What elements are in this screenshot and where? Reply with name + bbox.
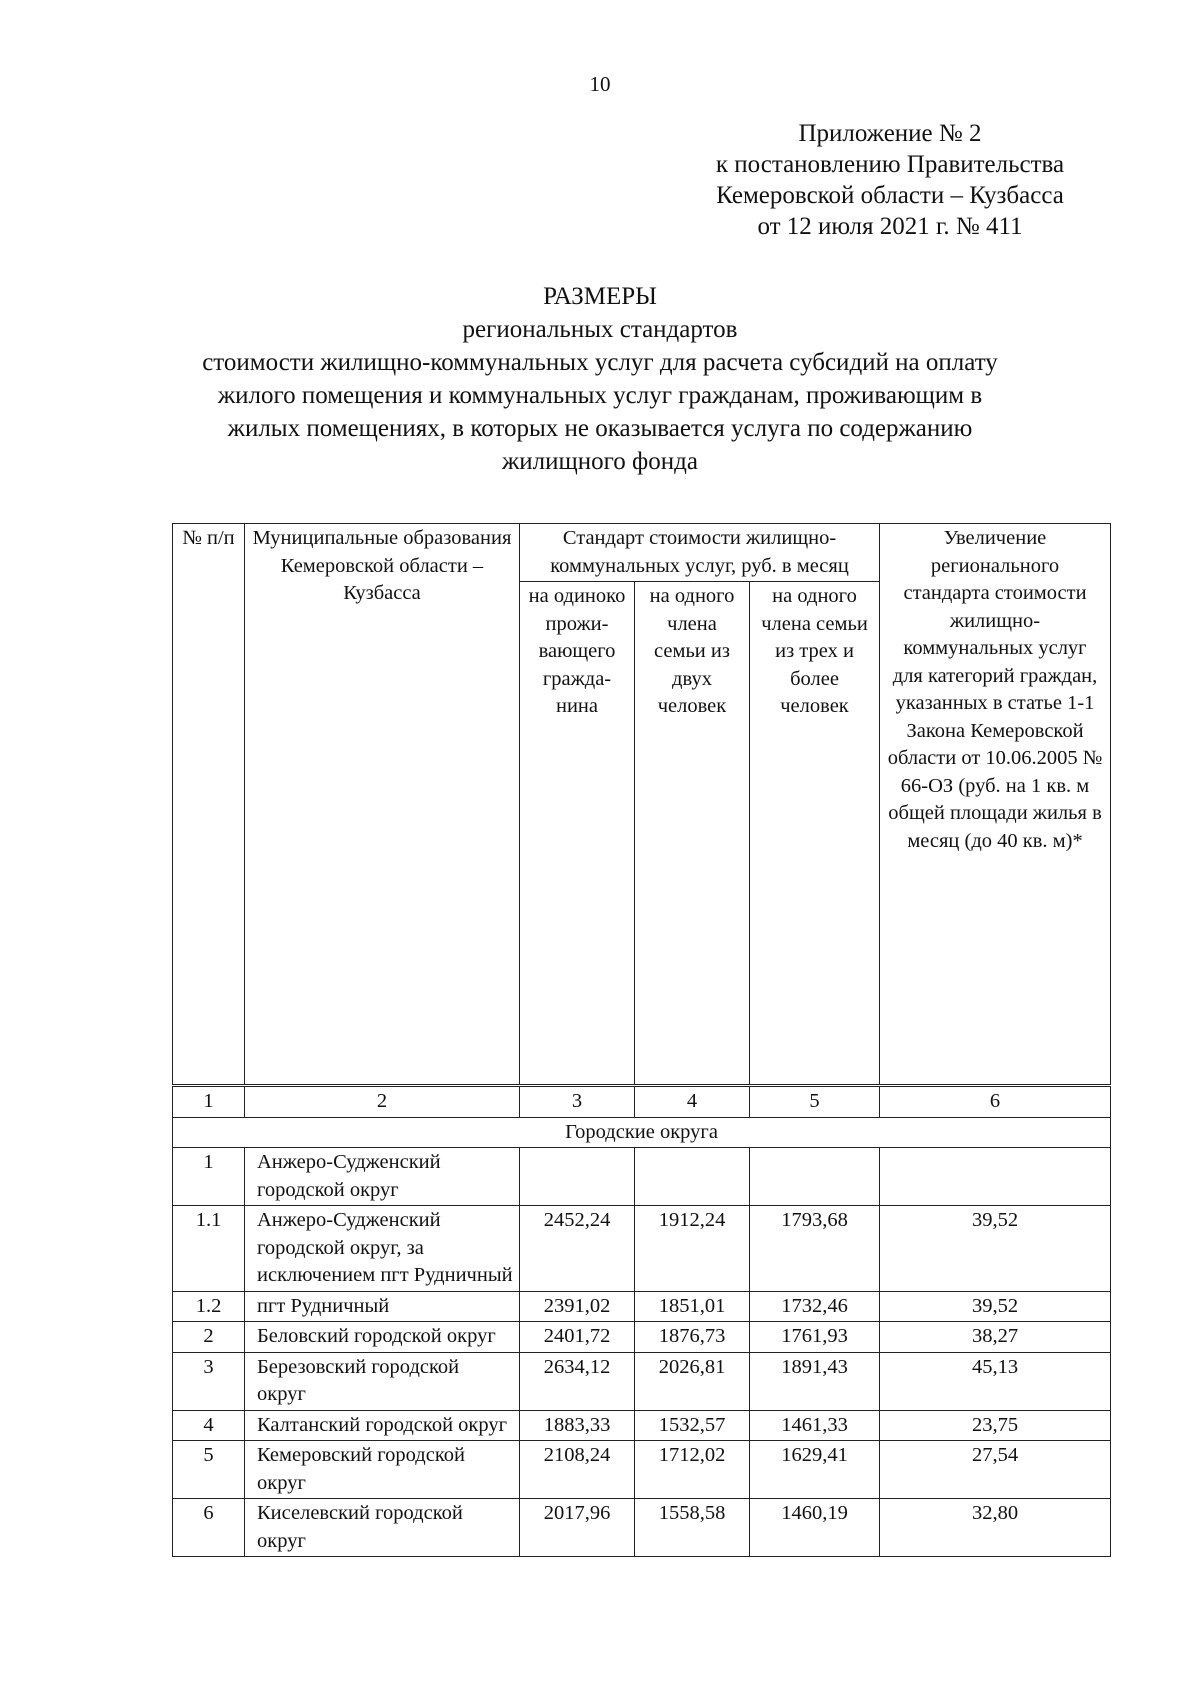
title-line: стоимости жилищно-коммунальных услуг для расчета субсидий на оплату: [202, 349, 998, 376]
row-number: 1.2: [173, 1291, 245, 1322]
row-three: 1460,19: [750, 1499, 880, 1557]
row-three: 1732,46: [750, 1291, 880, 1322]
table-row: [173, 1441, 1111, 1499]
appendix-line: Приложение № 2: [798, 120, 982, 147]
title-line: жилых помещениях, в которых не оказывается услуга по содержанию: [227, 415, 973, 442]
row-three: 1793,68: [750, 1206, 880, 1292]
document-title: [150, 280, 1050, 478]
row-two: [635, 1148, 750, 1206]
row-municipality: Березовский городской округ: [245, 1352, 520, 1410]
index-row: [173, 1086, 1111, 1118]
row-three: 1629,41: [750, 1441, 880, 1499]
row-municipality: Беловский городской округ: [245, 1322, 520, 1353]
title-line: жилищного фонда: [502, 448, 698, 475]
title-line: региональных стандартов: [462, 316, 738, 343]
header-municipality: Муниципальные образования Кемеровской области – Кузбасса: [245, 524, 520, 1086]
row-municipality: Анжеро-Судженский городской округ: [245, 1148, 520, 1206]
table-row: [173, 1148, 1111, 1206]
row-number: 2: [173, 1322, 245, 1353]
row-two: 1532,57: [635, 1410, 750, 1441]
row-single: 2391,02: [520, 1291, 635, 1322]
row-single: 2017,96: [520, 1499, 635, 1557]
row-increase: 39,52: [880, 1206, 1111, 1292]
page-number: 10: [589, 72, 611, 96]
title-line: РАЗМЕРЫ: [543, 283, 657, 310]
row-three: 1761,93: [750, 1322, 880, 1353]
row-two: 1851,01: [635, 1291, 750, 1322]
row-number: 5: [173, 1441, 245, 1499]
row-increase: [880, 1148, 1111, 1206]
row-number: 4: [173, 1410, 245, 1441]
row-single: 2452,24: [520, 1206, 635, 1292]
row-two: 1712,02: [635, 1441, 750, 1499]
header-three-persons: на одного члена семьи из трех и более человек: [750, 582, 880, 1086]
row-single: 2634,12: [520, 1352, 635, 1410]
table-row: [173, 1206, 1111, 1292]
row-single: [520, 1148, 635, 1206]
appendix-line: Кемеровской области – Кузбасса: [716, 182, 1064, 209]
title-line: жилого помещения и коммунальных услуг гражданам, проживающим в: [217, 382, 983, 409]
index-cell: 3: [520, 1086, 635, 1118]
header-single: на одиноко прожи-вающего гражда-нина: [520, 582, 635, 1086]
row-two: 1558,58: [635, 1499, 750, 1557]
header-increase: Увеличение регионального стандарта стоимости жилищно-коммунальных услуг для категорий граждан, указанных в статье 1-1 Закона Кемеровской области от 10.06.2005 № 66-ОЗ (руб. на 1 кв. м общей площади жилья в месяц (до 40 кв. м)*: [880, 524, 1111, 1086]
appendix-line: от 12 июля 2021 г. № 411: [757, 213, 1023, 240]
row-increase: 32,80: [880, 1499, 1111, 1557]
appendix-block: [680, 118, 1100, 242]
section-title: Городские округа: [173, 1117, 1111, 1148]
row-increase: 39,52: [880, 1291, 1111, 1322]
index-cell: 4: [635, 1086, 750, 1118]
row-two: 1912,24: [635, 1206, 750, 1292]
row-number: 6: [173, 1499, 245, 1557]
row-two: 1876,73: [635, 1322, 750, 1353]
index-cell: 5: [750, 1086, 880, 1118]
row-number: 1.1: [173, 1206, 245, 1292]
row-municipality: Анжеро-Судженский городской округ, за исключением пгт Рудничный: [245, 1206, 520, 1292]
row-single: 2401,72: [520, 1322, 635, 1353]
row-two: 2026,81: [635, 1352, 750, 1410]
row-increase: 38,27: [880, 1322, 1111, 1353]
table-row: [173, 1291, 1111, 1322]
header-number: № п/п: [173, 524, 245, 1086]
index-cell: 2: [245, 1086, 520, 1118]
row-single: 1883,33: [520, 1410, 635, 1441]
table-row: [173, 1410, 1111, 1441]
row-number: 1: [173, 1148, 245, 1206]
row-increase: 45,13: [880, 1352, 1111, 1410]
index-cell: 1: [173, 1086, 245, 1118]
header-two-persons: на одного члена семьи из двух человек: [635, 582, 750, 1086]
row-three: [750, 1148, 880, 1206]
row-three: 1891,43: [750, 1352, 880, 1410]
table-row: [173, 1499, 1111, 1557]
row-municipality: Киселевский городской округ: [245, 1499, 520, 1557]
row-increase: 23,75: [880, 1410, 1111, 1441]
index-cell: 6: [880, 1086, 1111, 1118]
standards-table: [172, 523, 1111, 1557]
row-three: 1461,33: [750, 1410, 880, 1441]
table-row: [173, 1352, 1111, 1410]
row-municipality: Калтанский городской округ: [245, 1410, 520, 1441]
table-row: [173, 1322, 1111, 1353]
section-row: [173, 1117, 1111, 1148]
appendix-line: к постановлению Правительства: [715, 151, 1065, 178]
row-municipality: пгт Рудничный: [245, 1291, 520, 1322]
row-single: 2108,24: [520, 1441, 635, 1499]
row-municipality: Кемеровский городской округ: [245, 1441, 520, 1499]
row-number: 3: [173, 1352, 245, 1410]
row-increase: 27,54: [880, 1441, 1111, 1499]
header-standard-group: Стандарт стоимости жилищно-коммунальных услуг, руб. в месяц: [520, 524, 880, 582]
